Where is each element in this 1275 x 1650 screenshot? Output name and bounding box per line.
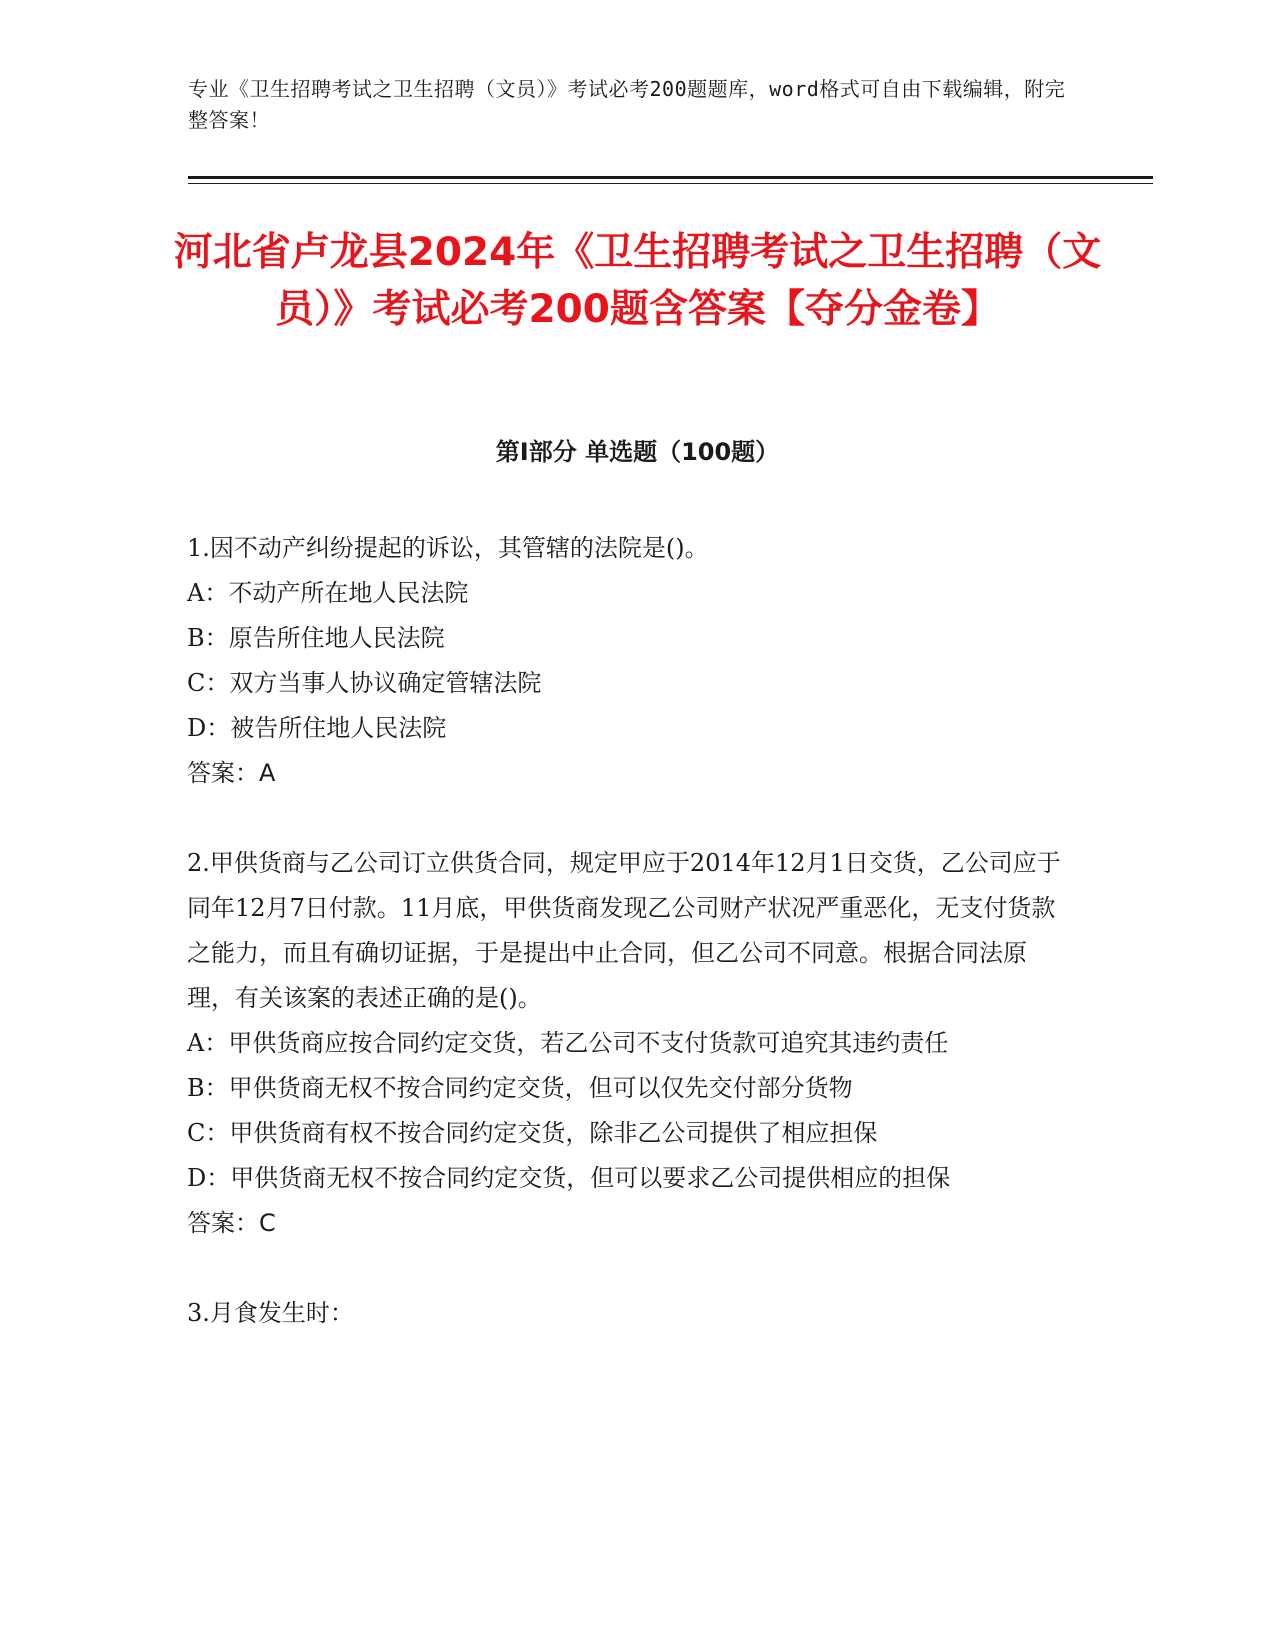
question-2 [187, 841, 1067, 1246]
option-d: D：甲供货商无权不按合同约定交货，但可以要求乙公司提供相应的担保 [187, 1164, 951, 1192]
question-3 [187, 1291, 1067, 1336]
option-b: B：原告所住地人民法院 [187, 624, 445, 652]
option-c: C：双方当事人协议确定管辖法院 [187, 669, 542, 697]
section-heading: 第Ⅰ部分 单选题（100题） [495, 438, 780, 466]
option-a: A：不动产所在地人民法院 [187, 579, 469, 607]
document-title: 河北省卢龙县2024年《卫生招聘考试之卫生招聘（文员）》考试必考200题含答案【夺分金卷】 [173, 230, 1102, 332]
question-list [187, 526, 1067, 1381]
header-rule-thick [188, 176, 1153, 179]
question-stem: 2.甲供货商与乙公司订立供货合同，规定甲应于2014年12月1日交货，乙公司应于同年12月7日付款。11月底，甲供货商发现乙公司财产状况严重恶化，无支付货款之能力，而且有确切证据，于是提出中止合同，但乙公司不同意。根据合同法原理，有关该案的表述正确的是()。 [187, 849, 1061, 1012]
option-a: A：甲供货商应按合同约定交货，若乙公司不支付货款可追究其违约责任 [187, 1029, 949, 1057]
header-rule-thin [188, 183, 1153, 184]
option-d: D：被告所住地人民法院 [187, 714, 447, 742]
question-stem: 3.月食发生时： [187, 1299, 354, 1327]
option-c: C：甲供货商有权不按合同约定交货，除非乙公司提供了相应担保 [187, 1119, 878, 1147]
question-stem: 1.因不动产纠纷提起的诉讼，其管辖的法院是()。 [187, 534, 709, 562]
answer: 答案：A [187, 759, 276, 787]
question-1 [187, 526, 1067, 796]
answer: 答案：C [187, 1209, 276, 1237]
header-note: 专业《卫生招聘考试之卫生招聘（文员）》考试必考200题题库，word格式可自由下载编辑，附完整答案！ [188, 77, 1066, 132]
option-b: B：甲供货商无权不按合同约定交货，但可以仅先交付部分货物 [187, 1074, 853, 1102]
